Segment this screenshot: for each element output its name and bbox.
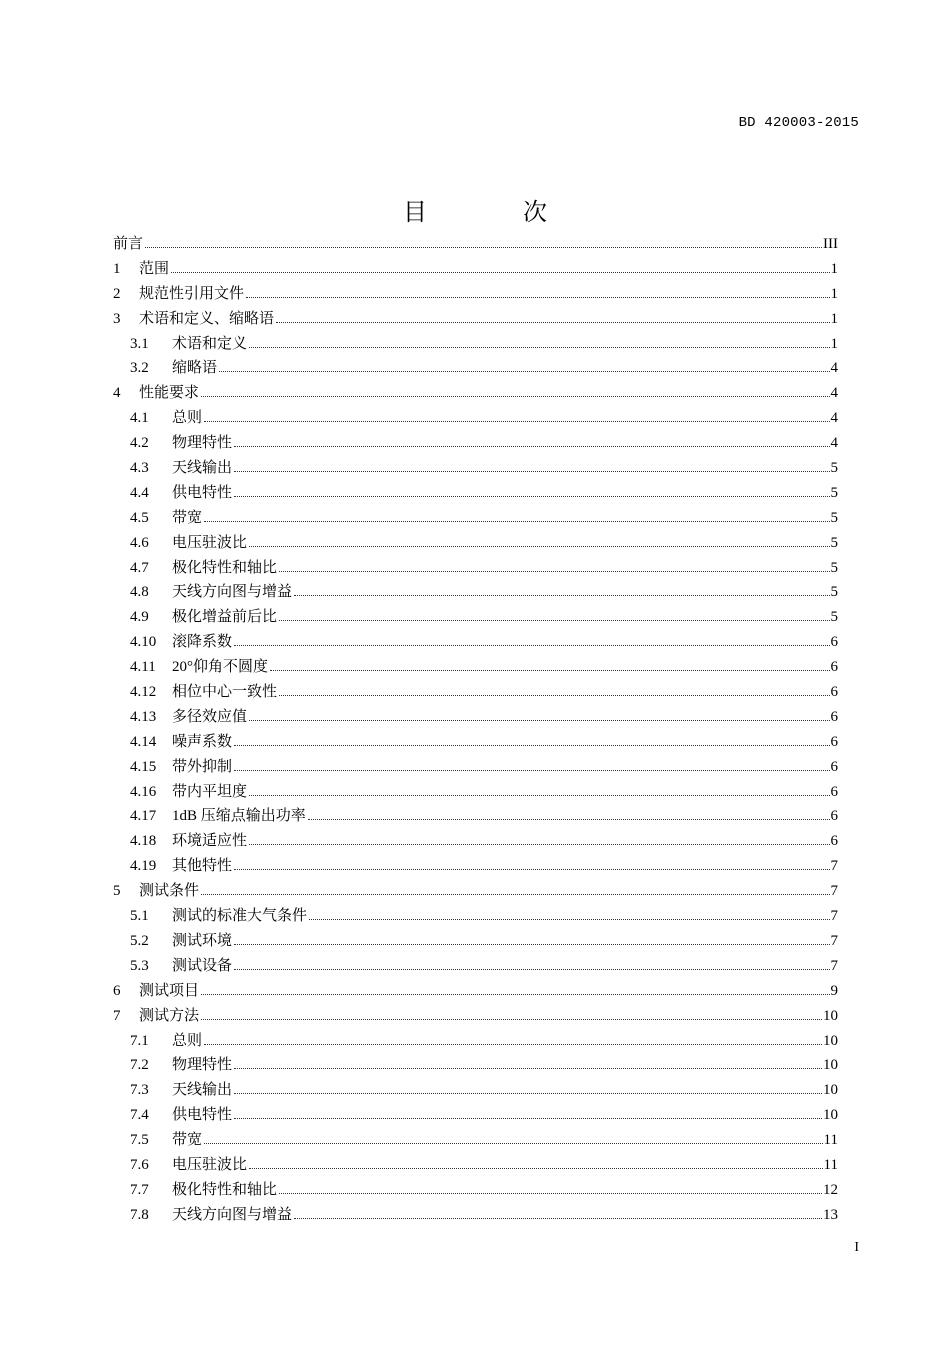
toc-entry-number: 4.19 bbox=[130, 858, 157, 875]
toc-entry-number: 3.1 bbox=[130, 335, 149, 352]
toc-entry-page: 1 bbox=[830, 310, 838, 327]
toc-entry-title: 术语和定义、缩略语 bbox=[139, 310, 275, 327]
toc-entry-number: 1 bbox=[113, 260, 121, 277]
toc-entry-title: 电压驻波比 bbox=[172, 1156, 248, 1173]
toc-entry-number: 7.5 bbox=[130, 1132, 149, 1149]
toc-entry[interactable] bbox=[113, 431, 838, 456]
toc-entry-title: 前言 bbox=[113, 236, 144, 252]
toc-entry-title: 带宽 bbox=[172, 1132, 203, 1149]
toc-entry-number: 7.3 bbox=[130, 1082, 149, 1099]
toc-entry-number: 4.15 bbox=[130, 758, 157, 775]
toc-entry[interactable] bbox=[113, 1128, 838, 1153]
toc-entry-number: 5 bbox=[113, 883, 121, 900]
toc-entry-number: 6 bbox=[113, 982, 121, 999]
toc-entry[interactable] bbox=[113, 282, 838, 307]
toc-entry-page: 6 bbox=[830, 783, 838, 800]
dot-leader bbox=[234, 471, 829, 472]
toc-entry-page: 7 bbox=[830, 858, 838, 875]
dot-leader bbox=[234, 1118, 822, 1119]
toc-entry-title: 带内平坦度 bbox=[172, 783, 248, 800]
dot-leader bbox=[204, 421, 829, 422]
toc-entry-number: 4.12 bbox=[130, 684, 157, 701]
toc-entry-number: 7 bbox=[113, 1007, 121, 1024]
toc-entry-title: 供电特性 bbox=[172, 1107, 233, 1124]
toc-entry-title: 测试设备 bbox=[172, 957, 233, 974]
toc-entry[interactable] bbox=[113, 630, 838, 655]
toc-entry-page: 10 bbox=[823, 1107, 838, 1124]
toc-entry[interactable] bbox=[113, 1053, 838, 1078]
toc-entry-page: 10 bbox=[823, 1057, 838, 1074]
toc-entry-page: 4 bbox=[830, 385, 838, 402]
toc-entry-title: 测试项目 bbox=[139, 982, 200, 999]
toc-entry[interactable] bbox=[113, 232, 838, 257]
toc-entry-number: 5.3 bbox=[130, 957, 149, 974]
dot-leader bbox=[249, 546, 829, 547]
toc-entry-title: 噪声系数 bbox=[172, 733, 233, 750]
toc-entry-number: 4.1 bbox=[130, 410, 149, 427]
toc-entry-title: 多径效应值 bbox=[172, 708, 248, 725]
toc-entry-page: 13 bbox=[823, 1206, 838, 1223]
toc-entry[interactable] bbox=[113, 1078, 838, 1103]
toc-entry-number: 7.7 bbox=[130, 1181, 149, 1198]
toc-entry-title: 天线方向图与增益 bbox=[172, 1206, 293, 1223]
toc-entry-number: 4.7 bbox=[130, 559, 149, 576]
toc-entry[interactable] bbox=[113, 307, 838, 332]
toc-entry-number: 4.2 bbox=[130, 435, 149, 452]
dot-leader bbox=[249, 720, 829, 721]
dot-leader bbox=[294, 1218, 822, 1219]
toc-entry[interactable] bbox=[113, 1203, 838, 1228]
dot-leader bbox=[234, 745, 829, 746]
document-code: BD 420003-2015 bbox=[738, 115, 859, 131]
toc-entry-page: 5 bbox=[830, 534, 838, 551]
toc-entry-title: 总则 bbox=[172, 1032, 203, 1049]
toc-entry-page: 5 bbox=[830, 559, 838, 576]
dot-leader bbox=[234, 1093, 822, 1094]
toc-entry-title: 带外抑制 bbox=[172, 758, 233, 775]
toc-entry-number: 4 bbox=[113, 385, 121, 402]
toc-entry-title: 物理特性 bbox=[172, 435, 233, 452]
toc-entry-number: 4.18 bbox=[130, 833, 157, 850]
dot-leader bbox=[171, 272, 829, 273]
toc-entry[interactable] bbox=[113, 1103, 838, 1128]
toc-entry-page: 11 bbox=[823, 1132, 838, 1149]
toc-entry-page: 4 bbox=[830, 410, 838, 427]
toc-entry-page: 5 bbox=[830, 509, 838, 526]
toc-entry-number: 7.8 bbox=[130, 1206, 149, 1223]
toc-entry[interactable] bbox=[113, 780, 838, 805]
dot-leader bbox=[234, 944, 829, 945]
dot-leader bbox=[234, 645, 829, 646]
toc-entry-number: 4.6 bbox=[130, 534, 149, 551]
dot-leader bbox=[234, 770, 829, 771]
toc-entry[interactable] bbox=[113, 332, 838, 357]
toc-entry-number: 7.1 bbox=[130, 1032, 149, 1049]
dot-leader bbox=[246, 297, 829, 298]
toc-entry-page: 10 bbox=[823, 1007, 838, 1024]
toc-entry-title: 测试的标准大气条件 bbox=[172, 908, 308, 925]
toc-entry-page: 12 bbox=[823, 1181, 838, 1198]
toc-entry-page: 7 bbox=[830, 957, 838, 974]
toc-entry-number: 5.2 bbox=[130, 932, 149, 949]
toc-entry-page: 5 bbox=[830, 584, 838, 601]
toc-entry[interactable] bbox=[113, 605, 838, 630]
toc-entry[interactable] bbox=[113, 356, 838, 381]
toc-entry-page: 11 bbox=[823, 1156, 838, 1173]
toc-entry-page: 6 bbox=[830, 634, 838, 651]
dot-leader bbox=[279, 620, 829, 621]
toc-entry-title: 缩略语 bbox=[172, 360, 218, 377]
toc-entry-number: 7.6 bbox=[130, 1156, 149, 1173]
toc-entry-page: 9 bbox=[830, 982, 838, 999]
dot-leader bbox=[309, 919, 829, 920]
toc-entry-page: 5 bbox=[830, 484, 838, 501]
toc-entry-page: 6 bbox=[830, 833, 838, 850]
toc-entry-title: 天线方向图与增益 bbox=[172, 584, 293, 601]
toc-entry-title: 总则 bbox=[172, 410, 203, 427]
toc-entry-title: 环境适应性 bbox=[172, 833, 248, 850]
toc-entry[interactable] bbox=[113, 954, 838, 979]
toc-entry-number: 4.9 bbox=[130, 609, 149, 626]
toc-entry[interactable] bbox=[113, 829, 838, 854]
dot-leader bbox=[234, 446, 829, 447]
toc-entry-number: 5.1 bbox=[130, 908, 149, 925]
toc-entry-title: 极化特性和轴比 bbox=[172, 559, 278, 576]
toc-entry[interactable] bbox=[113, 456, 838, 481]
toc-entry[interactable] bbox=[113, 580, 838, 605]
toc-entry[interactable] bbox=[113, 979, 838, 1004]
toc-entry[interactable] bbox=[113, 680, 838, 705]
toc-title: 目 次 bbox=[403, 198, 583, 226]
toc-entry[interactable] bbox=[113, 506, 838, 531]
page-number: I bbox=[854, 1240, 859, 1255]
dot-leader bbox=[279, 695, 829, 696]
toc-entry[interactable] bbox=[113, 381, 838, 406]
toc-entry-page: 6 bbox=[830, 758, 838, 775]
toc-entry-page: 1 bbox=[830, 260, 838, 277]
toc-entry-title: 范围 bbox=[139, 260, 170, 277]
dot-leader bbox=[249, 795, 829, 796]
toc-entry[interactable] bbox=[113, 730, 838, 755]
toc-entry-page: 7 bbox=[830, 932, 838, 949]
toc-entry-page: 6 bbox=[830, 808, 838, 825]
toc-entry[interactable] bbox=[113, 257, 838, 282]
dot-leader bbox=[201, 396, 829, 397]
toc-entry-page: 4 bbox=[830, 435, 838, 452]
toc-entry-number: 4.14 bbox=[130, 733, 157, 750]
toc-entry-number: 4.11 bbox=[130, 659, 156, 676]
toc-entry-page: 4 bbox=[830, 360, 838, 377]
toc-entry-page: 1 bbox=[830, 335, 838, 352]
toc-entry-title: 相位中心一致性 bbox=[172, 684, 278, 701]
dot-leader bbox=[249, 347, 829, 348]
dot-leader bbox=[294, 595, 829, 596]
dot-leader bbox=[249, 1168, 823, 1169]
toc-entry-number: 4.16 bbox=[130, 783, 157, 800]
toc-entry[interactable] bbox=[113, 406, 838, 431]
toc-entry-title: 1dB 压缩点输出功率 bbox=[172, 808, 306, 825]
toc-entry-title: 物理特性 bbox=[172, 1057, 233, 1074]
toc-entry-title: 极化增益前后比 bbox=[172, 609, 278, 626]
dot-leader bbox=[270, 670, 830, 671]
toc-entry-number: 7.4 bbox=[130, 1107, 149, 1124]
toc-entry-number: 4.3 bbox=[130, 460, 149, 477]
toc-entry[interactable] bbox=[113, 854, 838, 879]
toc-entry[interactable] bbox=[113, 904, 838, 929]
toc-entry-number: 4.5 bbox=[130, 509, 149, 526]
toc-entry[interactable] bbox=[113, 1029, 838, 1054]
toc-entry[interactable] bbox=[113, 929, 838, 954]
toc-entry-title: 天线输出 bbox=[172, 1082, 233, 1099]
toc-entry-page: 10 bbox=[823, 1032, 838, 1049]
toc-entry[interactable] bbox=[113, 556, 838, 581]
toc-entry-title: 带宽 bbox=[172, 509, 203, 526]
toc-entry-title: 规范性引用文件 bbox=[139, 285, 245, 302]
toc-entry-page: 10 bbox=[823, 1082, 838, 1099]
dot-leader bbox=[204, 1044, 822, 1045]
toc-entry[interactable] bbox=[113, 481, 838, 506]
toc-entry[interactable] bbox=[113, 755, 838, 780]
toc-entry-title: 电压驻波比 bbox=[172, 534, 248, 551]
dot-leader bbox=[234, 869, 829, 870]
dot-leader bbox=[279, 571, 829, 572]
dot-leader bbox=[204, 1143, 823, 1144]
toc-entry-number: 3 bbox=[113, 310, 121, 327]
toc-entry[interactable] bbox=[113, 1178, 838, 1203]
dot-leader bbox=[201, 994, 829, 995]
toc-entry-title: 20°仰角不圆度 bbox=[172, 659, 268, 676]
dot-leader bbox=[234, 969, 829, 970]
toc-entry-title: 测试条件 bbox=[139, 883, 200, 900]
toc-entry[interactable] bbox=[113, 804, 838, 829]
toc-entry-number: 4.4 bbox=[130, 484, 149, 501]
toc-entry-number: 4.13 bbox=[130, 708, 157, 725]
toc-entry-number: 4.17 bbox=[130, 808, 157, 825]
toc-entry-page: 5 bbox=[830, 460, 838, 477]
dot-leader bbox=[201, 1019, 822, 1020]
toc-entry-number: 7.2 bbox=[130, 1057, 149, 1074]
toc-entry[interactable] bbox=[113, 655, 838, 680]
table-of-contents bbox=[113, 232, 838, 1228]
toc-entry-page: 6 bbox=[830, 659, 838, 676]
dot-leader bbox=[276, 322, 829, 323]
toc-entry-page: 7 bbox=[830, 883, 838, 900]
toc-entry-number: 2 bbox=[113, 285, 121, 302]
dot-leader bbox=[308, 819, 830, 820]
toc-entry-page: 7 bbox=[830, 908, 838, 925]
dot-leader bbox=[145, 247, 822, 248]
dot-leader bbox=[204, 521, 829, 522]
toc-entry-page: III bbox=[823, 236, 838, 252]
dot-leader bbox=[234, 1068, 822, 1069]
toc-entry-title: 性能要求 bbox=[139, 385, 200, 402]
toc-entry-title: 测试环境 bbox=[172, 932, 233, 949]
toc-entry[interactable] bbox=[113, 1153, 838, 1178]
dot-leader bbox=[279, 1193, 822, 1194]
toc-entry-title: 天线输出 bbox=[172, 460, 233, 477]
toc-entry-page: 1 bbox=[830, 285, 838, 302]
toc-entry-page: 5 bbox=[830, 609, 838, 626]
toc-entry-title: 术语和定义 bbox=[172, 335, 248, 352]
toc-entry-title: 测试方法 bbox=[139, 1007, 200, 1024]
toc-entry-page: 6 bbox=[830, 684, 838, 701]
toc-entry-number: 4.10 bbox=[130, 634, 157, 651]
toc-entry-page: 6 bbox=[830, 708, 838, 725]
dot-leader bbox=[234, 496, 829, 497]
toc-entry-title: 滚降系数 bbox=[172, 634, 233, 651]
toc-entry-title: 其他特性 bbox=[172, 858, 233, 875]
dot-leader bbox=[219, 371, 829, 372]
dot-leader bbox=[249, 844, 829, 845]
toc-entry-title: 供电特性 bbox=[172, 484, 233, 501]
toc-entry[interactable] bbox=[113, 879, 838, 904]
toc-entry[interactable] bbox=[113, 705, 838, 730]
toc-entry[interactable] bbox=[113, 531, 838, 556]
toc-entry[interactable] bbox=[113, 1004, 838, 1029]
toc-entry-page: 6 bbox=[830, 733, 838, 750]
toc-entry-number: 4.8 bbox=[130, 584, 149, 601]
toc-entry-title: 极化特性和轴比 bbox=[172, 1181, 278, 1198]
toc-entry-number: 3.2 bbox=[130, 360, 149, 377]
dot-leader bbox=[201, 894, 829, 895]
